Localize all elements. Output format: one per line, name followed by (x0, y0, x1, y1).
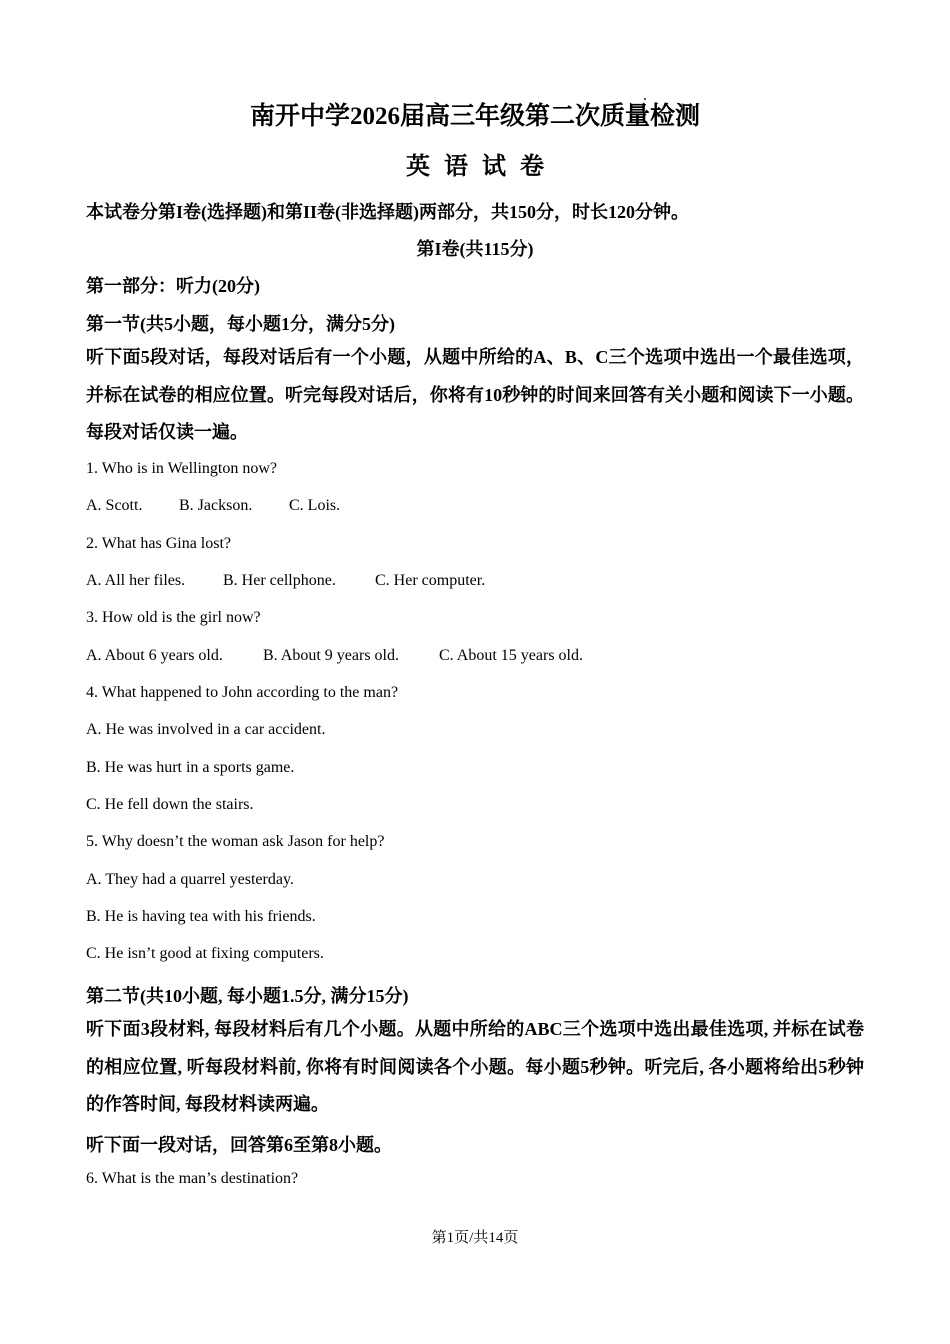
question-6: 6. What is the man’s destination? (86, 1170, 299, 1187)
question-4: 4. What happened to John according to the man? (86, 684, 399, 701)
page-footer: 第1页/共14页 (431, 1230, 519, 1246)
part-heading: 第一部分：听力(20分) (86, 276, 260, 296)
question-2: 2. What has Gina lost? (86, 535, 232, 552)
dialogue-note: 听下面一段对话，回答第6至第8小题。 (86, 1135, 392, 1155)
question-3: 3. How old is the girl now? (86, 609, 261, 626)
question-5: 5. Why doesn’t the woman ask Jason for help? (86, 833, 385, 850)
section1-instructions: 听下面5段对话，每段对话后有一个小题，从题中所给的A、B、C三个选项中选出一个最佳选项，并标在试卷的相应位置。听完每段对话后，你将有10秒钟的时间来回答有关小题和阅读下一小题。每段对话仅读一遍。 (86, 347, 864, 442)
option-2c: C. Her computer. (375, 572, 486, 589)
option-2a: A. All her files. (86, 572, 186, 589)
exam-subtitle: 英语试卷 (406, 154, 558, 180)
exam-title: 南开中学2026届高三年级第二次质量检测 (249, 103, 700, 130)
section2-instructions: 听下面3段材料, 每段材料后有几个小题。从题中所给的ABC三个选项中选出最佳选项, 并标在试卷的相应位置, 听每段材料前, 你将有时间阅读各个小题。每小题5秒钟。听完后, 各小题将给出5秒钟的作答时间, 每段材料读两遍。 (86, 1019, 864, 1114)
option-5c: C. He isn’t good at fixing computers. (86, 945, 324, 962)
exam-intro: 本试卷分第I卷(选择题)和第II卷(非选择题)两部分，共150分，时长120分钟。 (86, 202, 689, 222)
question-1: 1. Who is in Wellington now? (86, 460, 277, 477)
option-4b: B. He was hurt in a sports game. (86, 759, 295, 776)
section1-heading: 第一节(共5小题，每小题1分，满分5分) (86, 314, 395, 334)
option-5b: B. He is having tea with his friends. (86, 908, 316, 925)
option-4c: C. He fell down the stairs. (86, 796, 254, 813)
option-3c: C. About 15 years old. (439, 647, 583, 664)
option-1b: B. Jackson. (179, 497, 253, 514)
option-1a: A. Scott. (86, 497, 143, 514)
option-3b: B. About 9 years old. (263, 647, 399, 664)
volume-heading: 第I卷(共115分) (416, 239, 534, 259)
section2-heading: 第二节(共10小题, 每小题1.5分, 满分15分) (86, 986, 409, 1006)
option-5a: A. They had a quarrel yesterday. (86, 871, 294, 888)
option-2b: B. Her cellphone. (223, 572, 336, 589)
option-4a: A. He was involved in a car accident. (86, 721, 326, 738)
option-3a: A. About 6 years old. (86, 647, 223, 664)
option-1c: C. Lois. (289, 497, 341, 514)
